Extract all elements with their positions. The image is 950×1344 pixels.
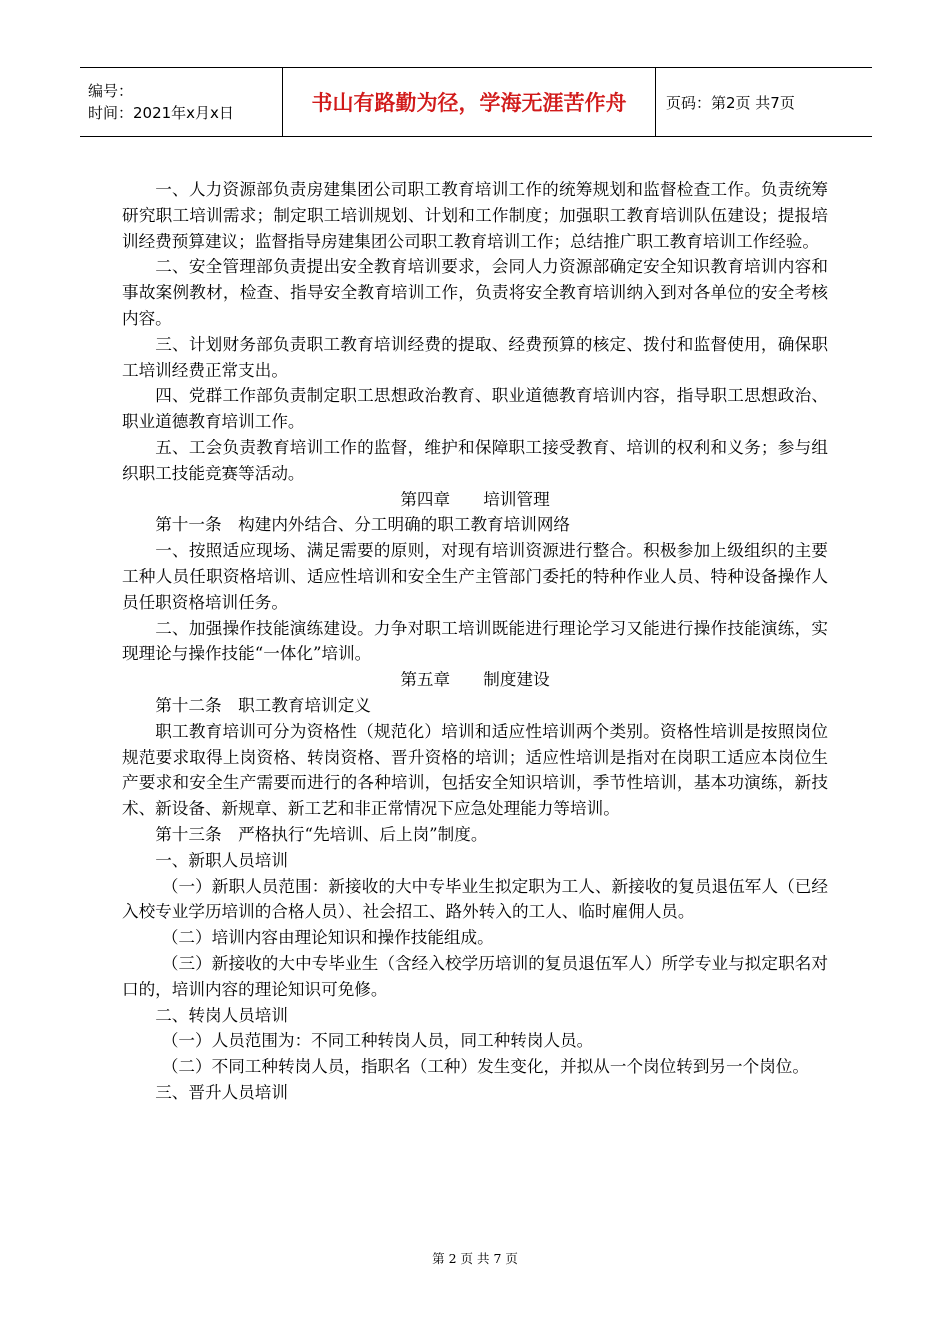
paragraph: 四、党群工作部负责制定职工思想政治教育、职业道德教育培训内容，指导职工思想政治、职业道德教育培训工作。 [122, 386, 828, 432]
paragraph: （三）新接收的大中专毕业生（含经入校学历培训的复员退伍军人）所学专业与拟定职名对口的，培训内容的理论知识可免修。 [122, 953, 828, 999]
header-meta [80, 67, 283, 137]
chapter-heading: 第五章 制度建设 [400, 670, 550, 690]
paragraph: 第十三条 严格执行“先培训、后上岗”制度。 [155, 824, 488, 844]
page-footer: 第 2 页 共 7 页 [432, 1251, 518, 1266]
chapter-heading: 第四章 培训管理 [400, 489, 550, 509]
header-bottom-rule [80, 136, 872, 137]
paragraph: （一）新职人员范围：新接收的大中专毕业生拟定职为工人、新接收的复员退伍军人（已经入校专业学历培训的合格人员）、社会招工、路外转入的工人、临时雇佣人员。 [122, 876, 828, 922]
paragraph: 一、人力资源部负责房建集团公司职工教育培训工作的统筹规划和监督检查工作。负责统筹研究职工培训需求；制定职工培训规划、计划和工作制度；加强职工教育培训队伍建设；提报培训经费预算建议；监督指导房建集团公司职工教育培训工作；总结推广职工教育培训工作经验。 [122, 180, 828, 251]
header-motto: 书山有路勤为径，学海无涯苦作舟 [283, 67, 656, 137]
paragraph: 第十一条 构建内外结合、分工明确的职工教育培训网络 [155, 515, 571, 535]
header-page-info: 页码：第2页 共7页 [666, 93, 795, 112]
document-time-label: 时间：2021年x月x日 [88, 104, 234, 122]
paragraph: 三、计划财务部负责职工教育培训经费的提取、经费预算的核定、拨付和监督使用，确保职工培训经费正常支出。 [122, 334, 828, 380]
paragraph: 三、晋升人员培训 [155, 1082, 288, 1102]
paragraph: 二、安全管理部负责提出安全教育培训要求，会同人力资源部确定安全知识教育培训内容和事故案例教材，检查、指导安全教育培训工作，负责将安全教育培训纳入到对各单位的安全考核内容。 [122, 257, 828, 328]
paragraph: （二）不同工种转岗人员，指职名（工种）发生变化，并拟从一个岗位转到另一个岗位。 [161, 1057, 809, 1077]
document-body [122, 177, 828, 1106]
paragraph: 职工教育培训可分为资格性（规范化）培训和适应性培训两个类别。资格性培训是按照岗位规范要求取得上岗资格、转岗资格、晋升资格的培训；适应性培训是指对在岗职工适应本岗位生产要求和安全生产需要而进行的各种培训，包括安全知识培训，季节性培训，基本功演练，新技术、新设备、新规章、新工艺和非正常情况下应急处理能力等培训。 [122, 721, 828, 819]
paragraph: 二、加强操作技能演练建设。力争对职工培训既能进行理论学习又能进行操作技能演练，实现理论与操作技能“一体化”培训。 [122, 618, 828, 664]
paragraph: 二、转岗人员培训 [155, 1005, 288, 1025]
paragraph: 五、工会负责教育培训工作的监督，维护和保障职工接受教育、培训的权利和义务；参与组织职工技能竞赛等活动。 [122, 437, 828, 483]
paragraph: （二）培训内容由理论知识和操作技能组成。 [161, 928, 494, 948]
page-header [80, 67, 872, 137]
paragraph: 一、新职人员培训 [155, 850, 288, 870]
paragraph: 第十二条 职工教育培训定义 [155, 695, 371, 715]
paragraph: （一）人员范围为：不同工种转岗人员，同工种转岗人员。 [161, 1031, 594, 1051]
paragraph: 一、按照适应现场、满足需要的原则，对现有培训资源进行整合。积极参加上级组织的主要工种人员任职资格培训、适应性培训和安全生产主管部门委托的特种作业人员、特种设备操作人员任职资格培训任务。 [122, 541, 828, 612]
document-number-label: 编号： [88, 82, 134, 100]
